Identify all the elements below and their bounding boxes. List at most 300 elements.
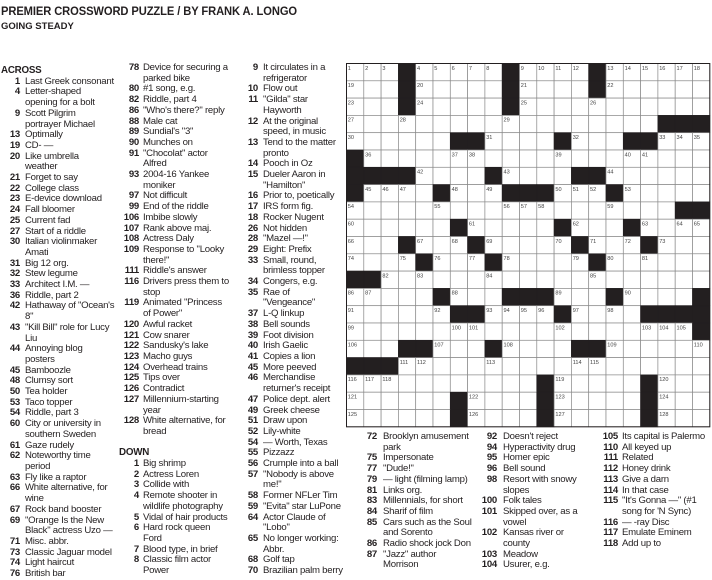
grid-cell[interactable]	[520, 375, 537, 392]
black-cell	[416, 340, 433, 357]
grid-cell[interactable]	[693, 375, 710, 392]
grid-cell[interactable]	[589, 410, 606, 427]
grid-cell[interactable]	[433, 271, 450, 288]
grid-cell[interactable]	[693, 185, 710, 202]
grid-cell[interactable]	[675, 167, 692, 184]
clue-text: Light haircut	[25, 557, 75, 569]
grid-cell[interactable]	[450, 254, 467, 271]
grid-cell[interactable]	[381, 392, 398, 409]
grid-cell[interactable]	[641, 185, 658, 202]
grid-cell[interactable]	[641, 358, 658, 375]
cell-number: 76	[434, 256, 441, 263]
grid-cell[interactable]	[537, 81, 554, 98]
grid-cell[interactable]	[398, 288, 415, 305]
clue-text: Impersonate	[383, 452, 434, 464]
grid-cell[interactable]	[641, 340, 658, 357]
grid-cell[interactable]	[433, 167, 450, 184]
grid-cell[interactable]	[520, 167, 537, 184]
grid-cell[interactable]	[381, 98, 398, 115]
grid-cell[interactable]	[364, 237, 381, 254]
clue-text: Riddle's answer	[143, 265, 207, 277]
grid-cell[interactable]	[450, 98, 467, 115]
grid-cell[interactable]	[468, 202, 485, 219]
grid-cell[interactable]	[589, 219, 606, 236]
grid-cell[interactable]	[537, 219, 554, 236]
grid-cell[interactable]	[693, 254, 710, 271]
black-cell	[606, 185, 623, 202]
grid-cell[interactable]	[502, 323, 519, 340]
grid-cell[interactable]	[364, 115, 381, 132]
grid-cell[interactable]	[537, 358, 554, 375]
clue-number: 102	[481, 527, 497, 539]
grid-cell[interactable]	[693, 150, 710, 167]
grid-cell[interactable]	[675, 358, 692, 375]
grid-cell[interactable]	[468, 271, 485, 288]
grid-cell[interactable]	[589, 133, 606, 150]
grid-cell[interactable]	[468, 81, 485, 98]
grid-cell[interactable]	[537, 340, 554, 357]
grid-cell[interactable]	[658, 271, 675, 288]
clue-text: "Jazz" author Morrison	[383, 548, 437, 571]
cell-number: 114	[572, 359, 582, 366]
grid-cell[interactable]	[675, 185, 692, 202]
grid-cell[interactable]	[468, 288, 485, 305]
grid-cell[interactable]	[381, 202, 398, 219]
grid-cell[interactable]	[450, 375, 467, 392]
grid-cell[interactable]	[398, 306, 415, 323]
cell-number: 60	[347, 221, 355, 228]
grid-cell[interactable]	[381, 288, 398, 305]
clue-item	[472, 560, 596, 571]
grid-cell[interactable]	[641, 98, 658, 115]
grid-cell[interactable]	[485, 81, 502, 98]
clue-text: Macho guys	[143, 350, 193, 362]
grid-cell[interactable]	[364, 340, 381, 357]
grid-cell[interactable]	[606, 375, 623, 392]
grid-cell[interactable]	[571, 288, 588, 305]
grid-cell[interactable]	[623, 340, 640, 357]
grid-cell[interactable]	[623, 358, 640, 375]
clue-number: 105	[602, 431, 618, 442]
grid-cell[interactable]	[416, 375, 433, 392]
clue-text: Awful racket	[143, 318, 193, 330]
grid-cell[interactable]	[658, 185, 675, 202]
clue-number: 13	[247, 136, 258, 148]
clue-number: 52	[247, 425, 258, 437]
black-cell	[450, 133, 467, 150]
grid-cell[interactable]	[398, 392, 415, 409]
grid-cell[interactable]	[675, 340, 692, 357]
grid-cell[interactable]	[589, 323, 606, 340]
clue-number: 127	[123, 393, 139, 405]
grid-cell[interactable]	[520, 237, 537, 254]
black-cell	[589, 167, 606, 184]
grid-cell[interactable]	[589, 202, 606, 219]
grid-cell[interactable]	[381, 81, 398, 98]
grid-cell[interactable]	[571, 323, 588, 340]
grid-cell[interactable]	[641, 81, 658, 98]
grid-cell[interactable]	[554, 358, 571, 375]
grid-cell[interactable]	[381, 219, 398, 236]
grid-cell[interactable]	[381, 340, 398, 357]
grid-cell[interactable]	[520, 392, 537, 409]
grid-cell[interactable]	[433, 410, 450, 427]
grid-cell[interactable]	[675, 392, 692, 409]
grid-cell[interactable]	[398, 133, 415, 150]
grid-cell[interactable]	[537, 167, 554, 184]
grid-cell[interactable]	[364, 254, 381, 271]
grid-cell[interactable]	[675, 254, 692, 271]
cell-number: 68	[451, 238, 458, 245]
grid-cell[interactable]	[520, 219, 537, 236]
grid-cell[interactable]	[468, 358, 485, 375]
grid-cell[interactable]	[485, 392, 502, 409]
grid-cell[interactable]	[398, 271, 415, 288]
grid-cell[interactable]	[398, 202, 415, 219]
cell-number: 109	[607, 342, 617, 349]
grid-cell[interactable]	[398, 150, 415, 167]
grid-cell[interactable]	[693, 81, 710, 98]
clue-text: — light (filming lamp)	[383, 473, 468, 485]
grid-cell[interactable]	[468, 375, 485, 392]
grid-cell[interactable]	[693, 271, 710, 288]
grid-cell[interactable]	[468, 185, 485, 202]
grid-cell[interactable]	[381, 410, 398, 427]
grid-cell[interactable]	[485, 150, 502, 167]
grid-cell[interactable]	[364, 81, 381, 98]
grid-cell[interactable]	[416, 185, 433, 202]
grid-cell[interactable]	[520, 323, 537, 340]
clue-number: 96	[486, 463, 497, 475]
grid-cell[interactable]	[502, 237, 519, 254]
grid-cell[interactable]	[554, 254, 571, 271]
grid-cell[interactable]	[398, 323, 415, 340]
grid-cell[interactable]	[623, 254, 640, 271]
grid-cell[interactable]	[520, 358, 537, 375]
grid-cell[interactable]	[485, 410, 502, 427]
grid-cell[interactable]	[416, 288, 433, 305]
crossword-grid[interactable]	[346, 63, 711, 428]
grid-cell[interactable]	[571, 271, 588, 288]
grid-cell[interactable]	[623, 410, 640, 427]
grid-cell[interactable]	[606, 237, 623, 254]
grid-cell[interactable]	[537, 237, 554, 254]
grid-cell[interactable]	[520, 340, 537, 357]
grid-cell[interactable]	[606, 410, 623, 427]
clue-item	[472, 475, 596, 496]
grid-cell[interactable]	[364, 98, 381, 115]
grid-cell[interactable]	[537, 323, 554, 340]
grid-cell[interactable]	[364, 323, 381, 340]
grid-cell[interactable]	[571, 115, 588, 132]
grid-cell[interactable]	[589, 306, 606, 323]
grid-cell[interactable]	[623, 81, 640, 98]
grid-cell[interactable]	[381, 115, 398, 132]
grid-cell[interactable]	[502, 410, 519, 427]
grid-cell[interactable]	[537, 150, 554, 167]
grid-cell[interactable]	[450, 340, 467, 357]
grid-cell[interactable]	[571, 81, 588, 98]
black-cell	[537, 375, 554, 392]
black-cell	[468, 133, 485, 150]
grid-cell[interactable]	[606, 133, 623, 150]
grid-cell[interactable]	[693, 98, 710, 115]
clue-text: Actress Loren	[143, 468, 199, 480]
grid-cell[interactable]	[571, 410, 588, 427]
clue-text: Dueler Aaron in "Hamilton"	[263, 169, 326, 191]
grid-cell[interactable]	[693, 410, 710, 427]
grid-cell[interactable]	[589, 392, 606, 409]
grid-cell[interactable]	[364, 202, 381, 219]
black-cell	[589, 64, 606, 81]
grid-cell[interactable]	[520, 254, 537, 271]
grid-cell[interactable]	[675, 237, 692, 254]
grid-cell[interactable]	[433, 115, 450, 132]
grid-cell[interactable]	[589, 288, 606, 305]
grid-cell[interactable]	[554, 81, 571, 98]
grid-cell[interactable]	[485, 288, 502, 305]
grid-cell[interactable]	[502, 392, 519, 409]
grid-cell[interactable]	[658, 219, 675, 236]
cell-number: 2	[365, 65, 369, 72]
grid-cell[interactable]	[381, 237, 398, 254]
grid-cell[interactable]	[675, 81, 692, 98]
grid-cell[interactable]	[589, 115, 606, 132]
grid-cell[interactable]	[554, 202, 571, 219]
grid-cell[interactable]	[433, 375, 450, 392]
grid-cell[interactable]	[554, 98, 571, 115]
clue-text: Imbibe slowly	[143, 211, 198, 223]
grid-cell[interactable]	[658, 340, 675, 357]
grid-cell[interactable]	[468, 115, 485, 132]
grid-cell[interactable]	[450, 167, 467, 184]
grid-cell[interactable]	[693, 392, 710, 409]
grid-cell[interactable]	[606, 98, 623, 115]
grid-cell[interactable]	[623, 202, 640, 219]
grid-cell[interactable]	[450, 202, 467, 219]
grid-cell[interactable]	[675, 98, 692, 115]
grid-cell[interactable]	[416, 306, 433, 323]
grid-cell[interactable]	[658, 81, 675, 98]
grid-cell[interactable]	[675, 150, 692, 167]
grid-cell[interactable]	[571, 150, 588, 167]
clue-text: "Dude!"	[383, 463, 414, 475]
clue-item	[119, 298, 247, 319]
grid-cell[interactable]	[641, 115, 658, 132]
grid-cell[interactable]	[537, 271, 554, 288]
grid-cell[interactable]	[658, 254, 675, 271]
clue-number: 86	[128, 104, 139, 116]
grid-cell[interactable]	[693, 358, 710, 375]
grid-cell[interactable]	[416, 150, 433, 167]
grid-cell[interactable]	[468, 340, 485, 357]
grid-cell[interactable]	[606, 115, 623, 132]
clue-text: Rock band booster	[25, 503, 102, 515]
grid-cell[interactable]	[468, 98, 485, 115]
cell-number: 47	[399, 186, 406, 193]
grid-cell[interactable]	[675, 271, 692, 288]
grid-cell[interactable]	[606, 358, 623, 375]
clue-item	[1, 237, 119, 258]
grid-cell[interactable]	[623, 115, 640, 132]
cell-number: 85	[590, 273, 597, 280]
grid-cell[interactable]	[571, 375, 588, 392]
grid-cell[interactable]	[364, 306, 381, 323]
grid-cell[interactable]	[485, 375, 502, 392]
grid-cell[interactable]	[658, 288, 675, 305]
grid-cell[interactable]	[693, 237, 710, 254]
grid-cell[interactable]	[537, 254, 554, 271]
grid-cell[interactable]	[433, 81, 450, 98]
clue-number: 117	[603, 527, 618, 539]
grid-cell[interactable]	[606, 150, 623, 167]
grid-cell[interactable]	[502, 150, 519, 167]
clue-text: Misc. abbr.	[25, 535, 69, 547]
grid-cell[interactable]	[416, 410, 433, 427]
cell-number: 103	[641, 325, 652, 332]
grid-cell[interactable]	[554, 115, 571, 132]
grid-cell[interactable]	[623, 375, 640, 392]
grid-cell[interactable]	[571, 392, 588, 409]
grid-cell[interactable]	[537, 133, 554, 150]
grid-cell[interactable]	[520, 271, 537, 288]
clue-text: "Who's there?" reply	[143, 104, 225, 116]
grid-cell[interactable]	[675, 288, 692, 305]
clue-number: 68	[247, 554, 258, 566]
clue-text: More peeved	[263, 361, 317, 373]
clue-text: Fall bloomer	[25, 204, 75, 216]
grid-cell[interactable]	[381, 254, 398, 271]
grid-cell[interactable]	[433, 323, 450, 340]
grid-cell[interactable]	[537, 115, 554, 132]
cell-number: 100	[451, 325, 461, 332]
grid-cell[interactable]	[433, 392, 450, 409]
cell-number: 77	[468, 256, 476, 263]
grid-cell[interactable]	[623, 167, 640, 184]
grid-cell[interactable]	[571, 98, 588, 115]
grid-cell[interactable]	[416, 133, 433, 150]
clue-number: 29	[247, 243, 258, 255]
grid-cell[interactable]	[675, 410, 692, 427]
grid-cell[interactable]	[450, 81, 467, 98]
grid-cell[interactable]	[606, 219, 623, 236]
grid-cell[interactable]	[658, 98, 675, 115]
grid-cell[interactable]	[554, 340, 571, 357]
grid-cell[interactable]	[623, 392, 640, 409]
grid-cell[interactable]	[589, 375, 606, 392]
grid-cell[interactable]	[416, 202, 433, 219]
grid-cell[interactable]	[433, 150, 450, 167]
grid-cell[interactable]	[641, 202, 658, 219]
grid-cell[interactable]	[450, 271, 467, 288]
grid-cell[interactable]	[381, 150, 398, 167]
grid-cell[interactable]	[416, 392, 433, 409]
clue-item	[244, 117, 346, 138]
clue-text: Foot division	[263, 329, 314, 341]
clue-text: Gaze rudely	[25, 439, 74, 451]
grid-cell[interactable]	[450, 115, 467, 132]
grid-cell[interactable]	[623, 271, 640, 288]
cell-number: 86	[347, 290, 355, 297]
grid-cell[interactable]	[623, 323, 640, 340]
grid-cell[interactable]	[658, 358, 675, 375]
grid-cell[interactable]	[502, 219, 519, 236]
grid-cell[interactable]	[606, 271, 623, 288]
clue-number: 17	[247, 201, 258, 213]
grid-cell[interactable]	[433, 133, 450, 150]
grid-cell[interactable]	[416, 115, 433, 132]
grid-cell[interactable]	[658, 167, 675, 184]
grid-cell[interactable]	[623, 306, 640, 323]
grid-cell[interactable]	[398, 219, 415, 236]
grid-cell[interactable]	[485, 219, 502, 236]
grid-cell[interactable]	[571, 202, 588, 219]
clue-text: Doesn't reject	[503, 431, 558, 442]
grid-cell[interactable]	[433, 219, 450, 236]
grid-cell[interactable]	[364, 410, 381, 427]
grid-cell[interactable]	[398, 375, 415, 392]
grid-cell[interactable]	[433, 98, 450, 115]
grid-cell[interactable]	[658, 150, 675, 167]
grid-cell[interactable]	[364, 133, 381, 150]
grid-cell[interactable]	[364, 219, 381, 236]
grid-cell[interactable]	[554, 271, 571, 288]
grid-cell[interactable]	[416, 219, 433, 236]
grid-cell[interactable]	[433, 358, 450, 375]
grid-cell[interactable]	[502, 375, 519, 392]
grid-cell[interactable]	[450, 358, 467, 375]
cell-number: 69	[486, 238, 493, 245]
clue-number: 73	[9, 546, 20, 558]
grid-cell[interactable]	[502, 271, 519, 288]
grid-cell[interactable]	[485, 202, 502, 219]
grid-cell[interactable]	[416, 323, 433, 340]
grid-cell[interactable]	[485, 323, 502, 340]
grid-cell[interactable]	[658, 202, 675, 219]
clue-number: 38	[247, 318, 258, 330]
clue-text: "Gilda" star Hayworth	[263, 94, 308, 116]
grid-cell[interactable]	[641, 271, 658, 288]
grid-cell[interactable]	[398, 410, 415, 427]
grid-cell[interactable]	[693, 167, 710, 184]
grid-cell[interactable]	[554, 167, 571, 184]
grid-cell[interactable]	[520, 410, 537, 427]
grid-cell[interactable]	[537, 98, 554, 115]
grid-cell[interactable]	[641, 288, 658, 305]
grid-cell[interactable]	[589, 150, 606, 167]
grid-cell[interactable]	[485, 115, 502, 132]
grid-cell[interactable]	[502, 358, 519, 375]
grid-cell[interactable]	[485, 98, 502, 115]
grid-cell[interactable]	[381, 306, 398, 323]
grid-cell[interactable]	[364, 392, 381, 409]
grid-cell[interactable]	[502, 133, 519, 150]
grid-cell[interactable]	[433, 237, 450, 254]
grid-cell[interactable]	[520, 115, 537, 132]
grid-cell[interactable]	[520, 133, 537, 150]
grid-cell[interactable]	[606, 392, 623, 409]
grid-cell[interactable]	[381, 323, 398, 340]
grid-cell[interactable]	[606, 323, 623, 340]
black-cell	[502, 185, 519, 202]
cell-number: 122	[468, 394, 479, 401]
grid-cell[interactable]	[675, 375, 692, 392]
grid-cell[interactable]	[468, 167, 485, 184]
grid-cell[interactable]	[641, 167, 658, 184]
grid-cell[interactable]	[623, 98, 640, 115]
grid-cell[interactable]	[381, 133, 398, 150]
grid-cell[interactable]	[520, 150, 537, 167]
